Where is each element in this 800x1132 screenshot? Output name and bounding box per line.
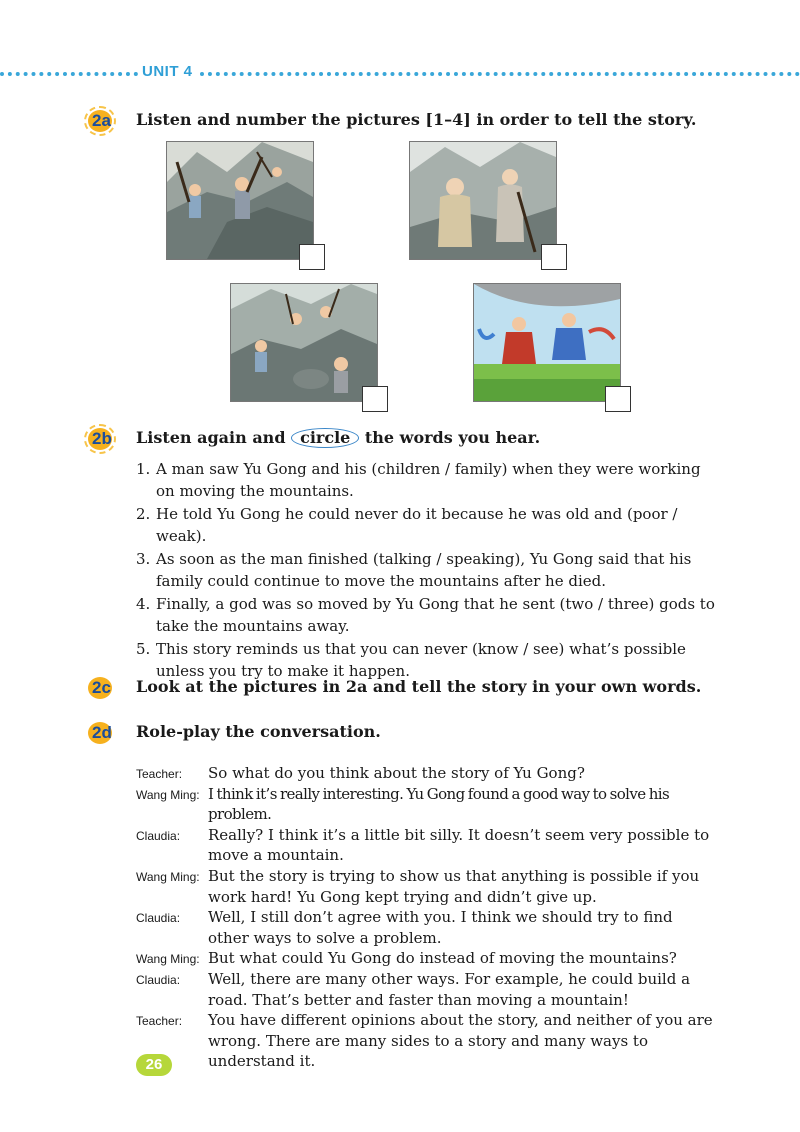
- badge-2d: 2d: [88, 722, 118, 744]
- answer-box-1[interactable]: [299, 244, 325, 270]
- page-number: 26: [136, 1054, 172, 1076]
- dialog-line: Wang Ming: But what could Yu Gong do instead of moving the mountains?: [136, 949, 677, 968]
- dialog-line: Wang Ming: I think it’s really interesting. Yu Gong found a good way to solve his problem.: [136, 784, 670, 824]
- list-item: 5. This story reminds us that you can never (know / see) what’s possible unless you try to make it happen.: [136, 640, 686, 680]
- header-dots-left: [0, 72, 138, 76]
- list-item: 4. Finally, a god was so moved by Yu Gong that he sent (two / three) gods to take the mountains away.: [136, 595, 715, 635]
- unit-title: UNIT 4: [142, 63, 193, 80]
- instruction-2a: Listen and number the pictures [1–4] in order to tell the story.: [136, 110, 697, 129]
- badge-2a: 2a: [88, 110, 118, 132]
- dialog-line: Claudia: Really? I think it’s a little bit silly. It doesn’t seem very possible to move a mountain.: [136, 825, 710, 865]
- story-picture-gods: [473, 283, 621, 402]
- dialog-line: Teacher: So what do you think about the story of Yu Gong?: [136, 764, 585, 782]
- list-item: 1. A man saw Yu Gong and his (children / family) when they were working on moving the mountains.: [136, 460, 701, 500]
- list-item: 2. He told Yu Gong he could never do it because he was old and (poor / weak).: [136, 505, 678, 545]
- instruction-2b: Listen again and circle the words you hear.: [136, 428, 541, 447]
- instruction-2c: Look at the pictures in 2a and tell the story in your own words.: [136, 677, 702, 696]
- list-item: 3. As soon as the man finished (talking / speaking), Yu Gong said that his family could continue to move the mountains after he died.: [136, 550, 692, 590]
- badge-2b: 2b: [88, 428, 118, 450]
- dialog-line: Claudia: Well, I still don’t agree with you. I think we should try to find other ways to solve a problem.: [136, 908, 673, 947]
- story-picture-digging: [166, 141, 314, 260]
- circled-word: circle: [291, 428, 359, 448]
- listening-list: [136, 458, 716, 683]
- answer-box-2[interactable]: [541, 244, 567, 270]
- story-picture-talking: [409, 141, 557, 260]
- instruction-2d: Role-play the conversation.: [136, 722, 381, 741]
- header-dots-right: [200, 72, 800, 76]
- story-picture-carrying: [230, 283, 378, 402]
- answer-box-3[interactable]: [362, 386, 388, 412]
- answer-box-4[interactable]: [605, 386, 631, 412]
- conversation: [136, 763, 716, 1072]
- unit-header: [0, 62, 800, 84]
- dialog-line: Wang Ming: But the story is trying to show us that anything is possible if you work hard! Yu Gong kept trying and didn’t give up.: [136, 866, 700, 906]
- badge-2c: 2c: [88, 677, 118, 699]
- dialog-line: Teacher: You have different opinions about the story, and neither of you are wrong. There are many sides to a story and many ways to understand it.: [136, 1011, 713, 1071]
- dialog-line: Claudia: Well, there are many other ways. For example, he could build a road. That’s better and faster than moving a mountain!: [136, 969, 691, 1009]
